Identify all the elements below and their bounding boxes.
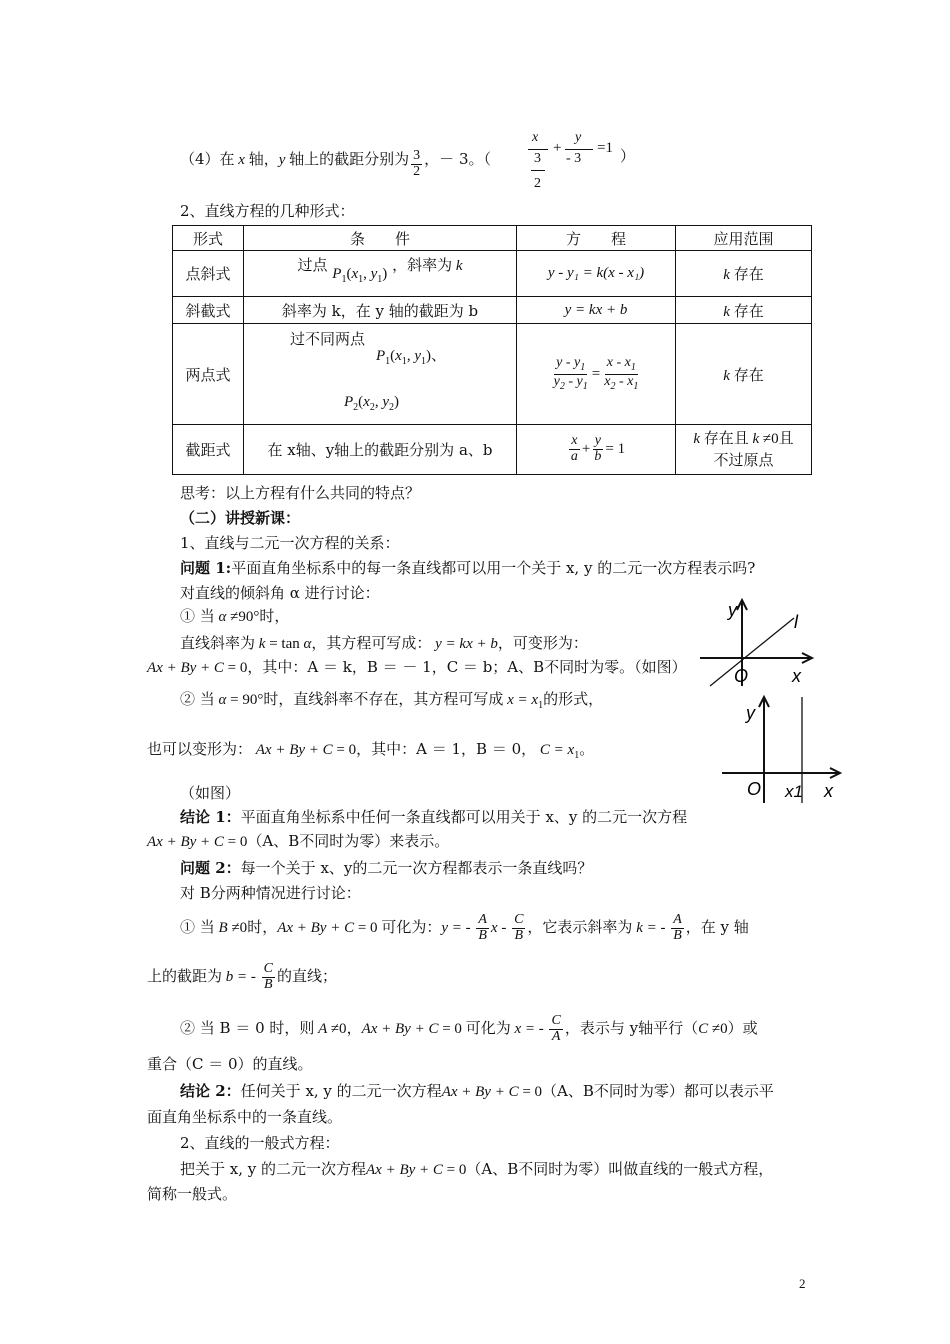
fig2-x-label: x — [824, 781, 833, 801]
case-2: ② 当 α = 90°时，直线斜率不存在，其方程可写成 $x = x_1$的形式， — [180, 690, 604, 711]
fig1-y-label: y — [728, 600, 737, 620]
b-case-1-line2: 上的截距为 b = - $\frac{C}{B}$ 的直线； — [147, 961, 337, 992]
item4-eq-y: y — [575, 130, 582, 145]
table-header-row — [173, 226, 812, 251]
page-number: 2 — [799, 1276, 806, 1291]
th-range: 应用范围 — [676, 226, 812, 251]
b-case-1: ① 当 B ≠0时，Ax + By + C = 0 可化为：y = - $\frac{A}{B}$ x - $\frac{C}{B}$ ，它表示斜率为 k = - $\frac{A}{B}$ ，在 y 轴 — [180, 912, 749, 943]
item4-line: （4）在 x 轴，y 轴上的截距分别为 $\frac{3}{2}$ ，－ 3。（ — [180, 148, 491, 179]
table-row — [173, 297, 812, 324]
discuss-angle: 对直线的倾斜角 α 进行讨论： — [180, 584, 380, 602]
b-case-2: ② 当 B ＝ 0 时，则 A ≠0，Ax + By + C = 0 可化为 x = - $\frac{C}{A}$ ，表示与 y轴平行（C ≠0）或 — [180, 1013, 758, 1044]
cell-cond: 在 x轴、y轴上的截距分别为 a、b — [244, 425, 517, 475]
case-1: ① 当 α ≠90°时， — [180, 607, 290, 625]
item4-eq-x: x — [532, 130, 539, 145]
cell-range: k 存在 — [676, 297, 812, 324]
subsection-1: 1、直线与二元一次方程的关系： — [180, 534, 400, 552]
table-row — [173, 251, 812, 297]
figure-slanted-line — [690, 598, 840, 688]
item4-eq-3: 3 — [534, 151, 541, 166]
th-cond: 条 件 — [244, 226, 517, 251]
fig2-x1-label: x1 — [785, 782, 803, 801]
cell-cond: 斜率为 k，在 y 轴的截距为 b — [244, 297, 517, 324]
item4-eq-2: 2 — [534, 176, 541, 191]
b-case-2-line2: 重合（C ＝ 0）的直线。 — [147, 1055, 313, 1073]
cell-cond: 过点 $P_1(x_1$, $y_1$) ，斜率为 k — [244, 251, 517, 297]
cell-form: 斜截式 — [173, 297, 244, 324]
frac-bar — [531, 170, 545, 171]
general-form: 把关于 x, y 的二元一次方程Ax + By + C = 0（A、B不同时为零）叫做直线的一般式方程， — [180, 1160, 774, 1178]
cell-form: 两点式 — [173, 324, 244, 425]
general-form-line2: 简称一般式。 — [147, 1185, 238, 1203]
fig2-y-label: y — [746, 703, 755, 723]
item4-eq-eq1: =1 — [597, 140, 613, 156]
fig2-origin-label: O — [747, 779, 762, 799]
forms-table — [172, 225, 812, 475]
table-row — [173, 425, 812, 475]
cell-range: k 存在 — [676, 324, 812, 425]
item4-eq-plus: + — [553, 140, 562, 156]
line-l — [710, 618, 794, 686]
th-form: 形式 — [173, 226, 244, 251]
figure-vertical-line — [712, 695, 850, 805]
fig1-x-label: x — [792, 666, 801, 686]
cell-eq: y = kx + b — [517, 297, 676, 324]
question-1: 问题 1:平面直角坐标系中的每一条直线都可以用一个关于 x, y 的二元一次方程表示吗? — [180, 559, 756, 577]
th-eq: 方 程 — [517, 226, 676, 251]
question-2: 问题 2：每一个关于 x、y的二元一次方程都表示一条直线吗？ — [180, 859, 593, 877]
section-new: （二）讲授新课： — [180, 509, 301, 527]
frac-bar — [565, 149, 593, 150]
item4-close: ） — [620, 147, 636, 165]
case-1-line3: Ax + By + C = 0，其中：A ＝ k，B ＝ － 1，C ＝ b；A、B不同时为零。（如图） — [147, 658, 687, 676]
case-1-line2: 直线斜率为 k = tan α，其方程可写成： y = kx + b，可变形为： — [180, 634, 588, 652]
subsection-2: 2、直线的一般式方程： — [180, 1134, 340, 1152]
item4-eq-m3: - 3 — [566, 151, 582, 166]
cell-form: 点斜式 — [173, 251, 244, 297]
q2-discuss: 对 B分两种情况进行讨论： — [180, 884, 361, 902]
conclusion-2: 结论 2：任何关于 x, y 的二元一次方程Ax + By + C = 0（A、B不同时为零）都可以表示平 — [180, 1082, 774, 1100]
frac-bar — [528, 149, 548, 150]
cell-range: k 存在且 k ≠0且 不过原点 — [676, 425, 812, 475]
conclusion-1-line2: Ax + By + C = 0（A、B不同时为零）来表示。 — [147, 832, 450, 850]
fig1-origin-label: O — [734, 666, 749, 686]
section2-title: 2、直线方程的几种形式： — [180, 202, 355, 220]
conclusion-2-line2: 面直角坐标系中的一条直线。 — [147, 1108, 343, 1126]
cell-range: k 存在 — [676, 251, 812, 297]
case-2-line2: 也可以变形为： Ax + By + C = 0，其中：A ＝ 1，B ＝ 0， $C = x_1$。 — [147, 740, 595, 761]
cell-cond: 过不同两点 $P_1(x_1$, $y_1$)、 $P_2(x_2$, $y_2$) — [244, 324, 517, 425]
cell-form: 截距式 — [173, 425, 244, 475]
think-question: 思考：以上方程有什么共同的特点？ — [180, 484, 421, 502]
conclusion-1: 结论 1：平面直角坐标系中任何一条直线都可以用关于 x、y 的二元一次方程 — [180, 808, 688, 826]
cell-eq: $\frac{y - y_1}{y_2 - y_1}$ = $\frac{x - x_1}{x_2 - x_1}$ — [517, 324, 676, 425]
cell-eq: y - y₁ = k(x - x₁) — [517, 251, 676, 297]
case-2-fig: （如图） — [180, 784, 241, 802]
cell-eq: $\frac{x}{a}$ + $\frac{y}{b}$ = 1 — [517, 425, 676, 475]
fig1-l-label: l — [794, 612, 798, 632]
table-row — [173, 324, 812, 425]
